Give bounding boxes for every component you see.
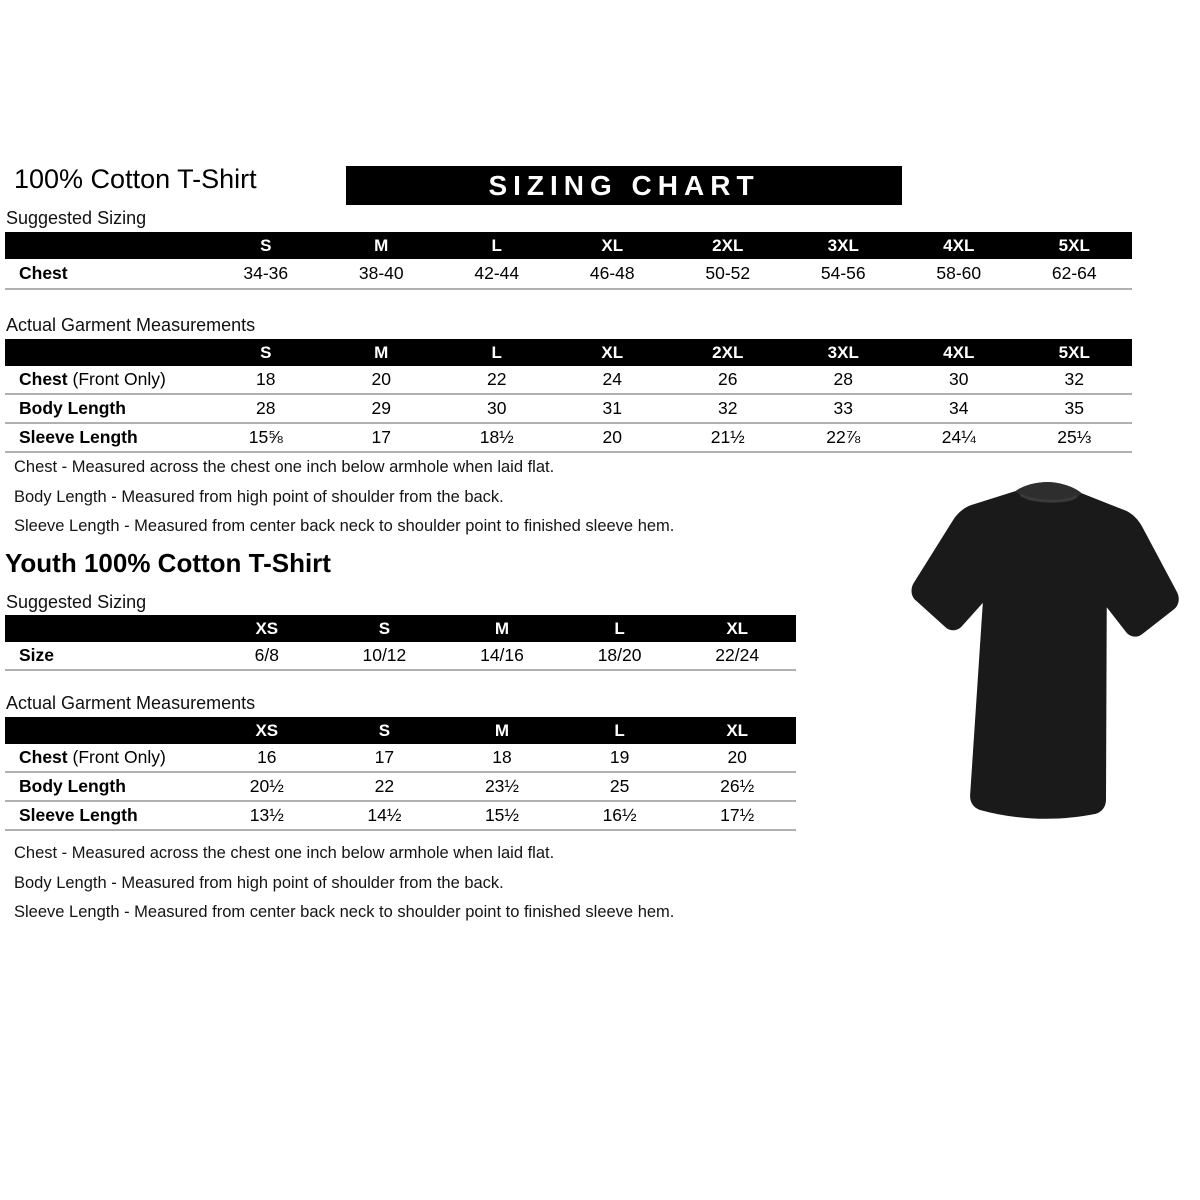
size-column-header: L bbox=[491, 235, 502, 255]
table-cell: 29 bbox=[371, 398, 391, 418]
note-line: Sleeve Length - Measured from center back neck to shoulder point to finished sleeve hem. bbox=[14, 903, 675, 921]
table-cell: 33 bbox=[833, 398, 853, 418]
size-column-header: M bbox=[374, 342, 389, 362]
adult-suggested-table bbox=[5, 232, 1132, 290]
row-label: Sleeve Length bbox=[19, 805, 138, 825]
size-column-header: 2XL bbox=[712, 342, 744, 362]
table-cell: 14/16 bbox=[480, 645, 524, 665]
size-column-header: 4XL bbox=[943, 235, 975, 255]
table-row bbox=[5, 424, 1132, 453]
table-cell: 26½ bbox=[720, 776, 755, 796]
table-cell: 17½ bbox=[720, 805, 755, 825]
note-line: Body Length - Measured from high point of shoulder from the back. bbox=[14, 487, 504, 506]
table-cell: 14½ bbox=[367, 805, 402, 825]
table-row bbox=[5, 802, 796, 831]
size-column-header: XL bbox=[726, 720, 749, 740]
table-cell: 35 bbox=[1064, 398, 1084, 418]
table-cell: 22/24 bbox=[715, 645, 760, 665]
table-cell: 23½ bbox=[484, 776, 520, 796]
table-cell: 25 bbox=[609, 776, 630, 796]
table-cell: 15½ bbox=[484, 805, 520, 825]
table-cell: 20 bbox=[371, 369, 391, 389]
table-cell: 34 bbox=[949, 398, 969, 418]
row-label: Chest (Front Only) bbox=[19, 747, 166, 767]
row-label: Chest bbox=[19, 263, 68, 283]
note-line: Sleeve Length - Measured from center back neck to shoulder point to finished sleeve hem. bbox=[14, 517, 675, 535]
adult-measurement-notes bbox=[14, 458, 674, 547]
youth-actual-table bbox=[5, 717, 796, 831]
note-line: Body Length - Measured from high point of shoulder from the back. bbox=[14, 873, 504, 892]
table-cell: 22⅞ bbox=[826, 427, 861, 447]
youth-actual-label: Actual Garment Measurements bbox=[6, 693, 256, 713]
size-column-header: 5XL bbox=[1058, 342, 1090, 362]
youth-section-title: Youth 100% Cotton T-Shirt bbox=[5, 548, 331, 578]
table-cell: 26 bbox=[718, 369, 738, 389]
table-cell: 17 bbox=[374, 747, 395, 767]
table-cell: 15⅝ bbox=[248, 427, 283, 447]
sizing-chart-banner: SIZING CHART bbox=[346, 166, 902, 205]
table-row bbox=[5, 773, 796, 802]
table-cell: 30 bbox=[949, 369, 969, 389]
table-cell: 20 bbox=[727, 747, 747, 767]
size-column-header: S bbox=[260, 235, 272, 255]
table-cell: 62-64 bbox=[1051, 263, 1097, 283]
table-cell: 6/8 bbox=[254, 645, 279, 665]
table-cell: 13½ bbox=[249, 805, 284, 825]
table-cell: 20 bbox=[602, 427, 622, 447]
page-title: 100% Cotton T-Shirt bbox=[14, 164, 257, 194]
adult-actual-table bbox=[5, 339, 1132, 453]
adult-actual-label: Actual Garment Measurements bbox=[6, 315, 256, 335]
table-cell: 54-56 bbox=[820, 263, 866, 283]
table-header-row bbox=[5, 232, 1132, 259]
table-cell: 38-40 bbox=[358, 263, 404, 283]
size-column-header: M bbox=[374, 235, 389, 255]
table-cell: 25⅓ bbox=[1057, 427, 1092, 447]
size-column-header: XS bbox=[255, 720, 279, 740]
table-cell: 18½ bbox=[479, 427, 514, 447]
table-cell: 16 bbox=[257, 747, 277, 767]
youth-suggested-table bbox=[5, 615, 796, 671]
table-cell: 22 bbox=[487, 369, 507, 389]
size-column-header: XL bbox=[601, 342, 624, 362]
table-row bbox=[5, 259, 1132, 290]
table-header-row bbox=[5, 615, 796, 642]
table-row bbox=[5, 744, 796, 773]
table-cell: 10/12 bbox=[362, 645, 407, 665]
size-column-header: L bbox=[491, 342, 502, 362]
size-column-header: M bbox=[494, 618, 510, 638]
table-cell: 30 bbox=[487, 398, 507, 418]
table-row bbox=[5, 366, 1132, 395]
adult-suggested-label: Suggested Sizing bbox=[6, 208, 147, 228]
table-cell: 28 bbox=[256, 398, 276, 418]
size-column-header: 4XL bbox=[943, 342, 975, 362]
row-label: Body Length bbox=[19, 398, 126, 418]
youth-suggested-label: Suggested Sizing bbox=[6, 592, 147, 612]
size-column-header: M bbox=[494, 720, 510, 740]
table-header-row bbox=[5, 339, 1132, 366]
table-cell: 46-48 bbox=[589, 263, 635, 283]
size-column-header: XS bbox=[255, 618, 279, 638]
note-line: Chest - Measured across the chest one inch below armhole when laid flat. bbox=[14, 458, 555, 476]
table-cell: 50-52 bbox=[705, 263, 751, 283]
table-cell: 28 bbox=[833, 369, 853, 389]
table-cell: 16½ bbox=[602, 805, 637, 825]
table-cell: 18 bbox=[256, 369, 276, 389]
table-cell: 32 bbox=[1064, 369, 1084, 389]
tshirt-image bbox=[887, 471, 1199, 841]
size-column-header: S bbox=[378, 720, 391, 740]
table-cell: 42-44 bbox=[474, 263, 520, 283]
table-header-row bbox=[5, 717, 796, 744]
table-cell: 21½ bbox=[710, 427, 745, 447]
row-label: Sleeve Length bbox=[19, 427, 138, 447]
table-cell: 18/20 bbox=[597, 645, 642, 665]
size-column-header: L bbox=[614, 720, 625, 740]
size-column-header: 3XL bbox=[827, 235, 859, 255]
table-cell: 22 bbox=[374, 776, 395, 796]
youth-measurement-notes bbox=[14, 844, 674, 933]
size-column-header: 5XL bbox=[1058, 235, 1090, 255]
table-cell: 24 bbox=[602, 369, 622, 389]
note-line: Chest - Measured across the chest one inch below armhole when laid flat. bbox=[14, 844, 555, 862]
row-label: Size bbox=[19, 645, 55, 665]
table-row bbox=[5, 395, 1132, 424]
table-cell: 58-60 bbox=[936, 263, 982, 283]
size-column-header: XL bbox=[601, 235, 624, 255]
table-cell: 32 bbox=[718, 398, 738, 418]
size-column-header: 2XL bbox=[712, 235, 744, 255]
table-cell: 24¼ bbox=[941, 427, 976, 447]
table-cell: 34-36 bbox=[243, 263, 289, 283]
size-column-header: L bbox=[614, 618, 625, 638]
size-column-header: XL bbox=[726, 618, 749, 638]
table-cell: 17 bbox=[371, 427, 391, 447]
size-column-header: S bbox=[260, 342, 272, 362]
table-cell: 20½ bbox=[249, 776, 284, 796]
table-cell: 18 bbox=[492, 747, 512, 767]
row-label: Chest (Front Only) bbox=[19, 369, 166, 389]
table-cell: 19 bbox=[609, 747, 630, 767]
table-cell: 31 bbox=[602, 398, 622, 418]
size-column-header: 3XL bbox=[827, 342, 859, 362]
size-column-header: S bbox=[378, 618, 391, 638]
table-row bbox=[5, 642, 796, 671]
row-label: Body Length bbox=[19, 776, 126, 796]
